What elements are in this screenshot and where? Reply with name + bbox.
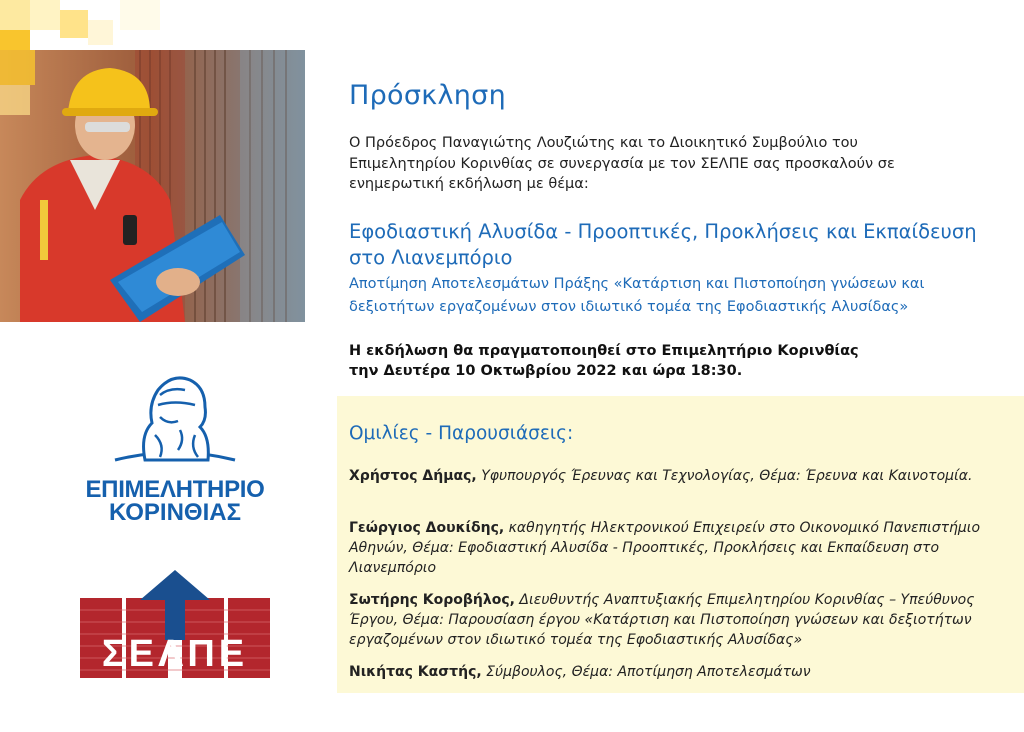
- talk-item: [349, 466, 989, 486]
- event-details: [349, 341, 949, 381]
- chamber-logo-line-2: ΚΟΡΙΝΘΙΑΣ: [109, 499, 241, 526]
- event-details-line-2: την Δευτέρα 10 Οκτωβρίου 2022 και ώρα 18:30.: [349, 363, 743, 379]
- speaker-description: Σύμβουλος, Θέμα: Αποτίμηση Αποτελεσμάτων: [481, 664, 811, 680]
- talks-title: Ομιλίες - Παρουσιάσεις:: [349, 423, 574, 444]
- talk-item: [349, 662, 989, 682]
- worker-photo: [0, 50, 305, 322]
- speaker-name: Σωτήρης Κοροβήλος,: [349, 592, 515, 608]
- speaker-description: Υφυπουργός Έρευνας και Τεχνολογίας, Θέμα: Έρευνα και Καινοτομία.: [476, 468, 973, 484]
- event-subject-detail: Αποτίμηση Αποτελεσμάτων Πράξης «Κατάρτιση και Πιστοποίηση γνώσεων και δεξιοτήτων εργαζομένων στον ιδιωτικό τομέα της Εφοδιαστικής Αλυσίδας»: [349, 276, 925, 315]
- selpe-logo-text: ΣΕΛΠΕ: [101, 633, 249, 675]
- speaker-description: Διευθυντής Αναπτυξιακής Επιμελητηρίου Κορινθίας – Υπεύθυνος Έργου, Θέμα: Παρουσίαση έργου «Κατάρτιση και Πιστοποίηση γνώσεων και δεξιοτήτων εργαζομένων στον ιδιωτικό τομέα της Εφοδιαστικής Αλυσίδας»: [349, 592, 975, 648]
- talk-item: [349, 518, 989, 578]
- speaker-description: καθηγητής Ηλεκτρονικού Επιχειρείν στο Οικονομικό Πανεπιστήμιο Αθηνών, Θέμα: Εφοδιαστική Αλυσίδα - Προοπτικές, Προκλήσεις και Εκπαίδευση στο Λιανεμπόριο: [349, 520, 981, 576]
- event-subject: Εφοδιαστική Αλυσίδα - Προοπτικές, Προκλήσεις και Εκπαίδευση στο Λιανεμπόριο: [349, 220, 977, 269]
- selpe-logo: [80, 570, 270, 678]
- speaker-name: Νικήτας Καστής,: [349, 664, 482, 680]
- speaker-name: Γεώργιος Δουκίδης,: [349, 520, 505, 536]
- event-details-line-1: Η εκδήλωση θα πραγματοποιηθεί στο Επιμελητήριο Κορινθίας: [349, 343, 859, 359]
- speaker-name: Χρήστος Δήμας,: [349, 468, 477, 484]
- bust-emblem-icon: [60, 365, 290, 475]
- page-title: Πρόσκληση: [349, 80, 507, 111]
- intro-text: Ο Πρόεδρος Παναγιώτης Λουζιώτης και το Διοικητικό Συμβούλιο του Επιμελητηρίου Κορινθίας σε συνεργασία με τον ΣΕΛΠΕ σας προσκαλούν σε ενημερωτική εκδήλωση με θέμα:: [349, 135, 895, 192]
- talk-item: [349, 590, 989, 650]
- chamber-logo-line-1: ΕΠΙΜΕΛΗΤΗΡΙΟ: [85, 476, 265, 503]
